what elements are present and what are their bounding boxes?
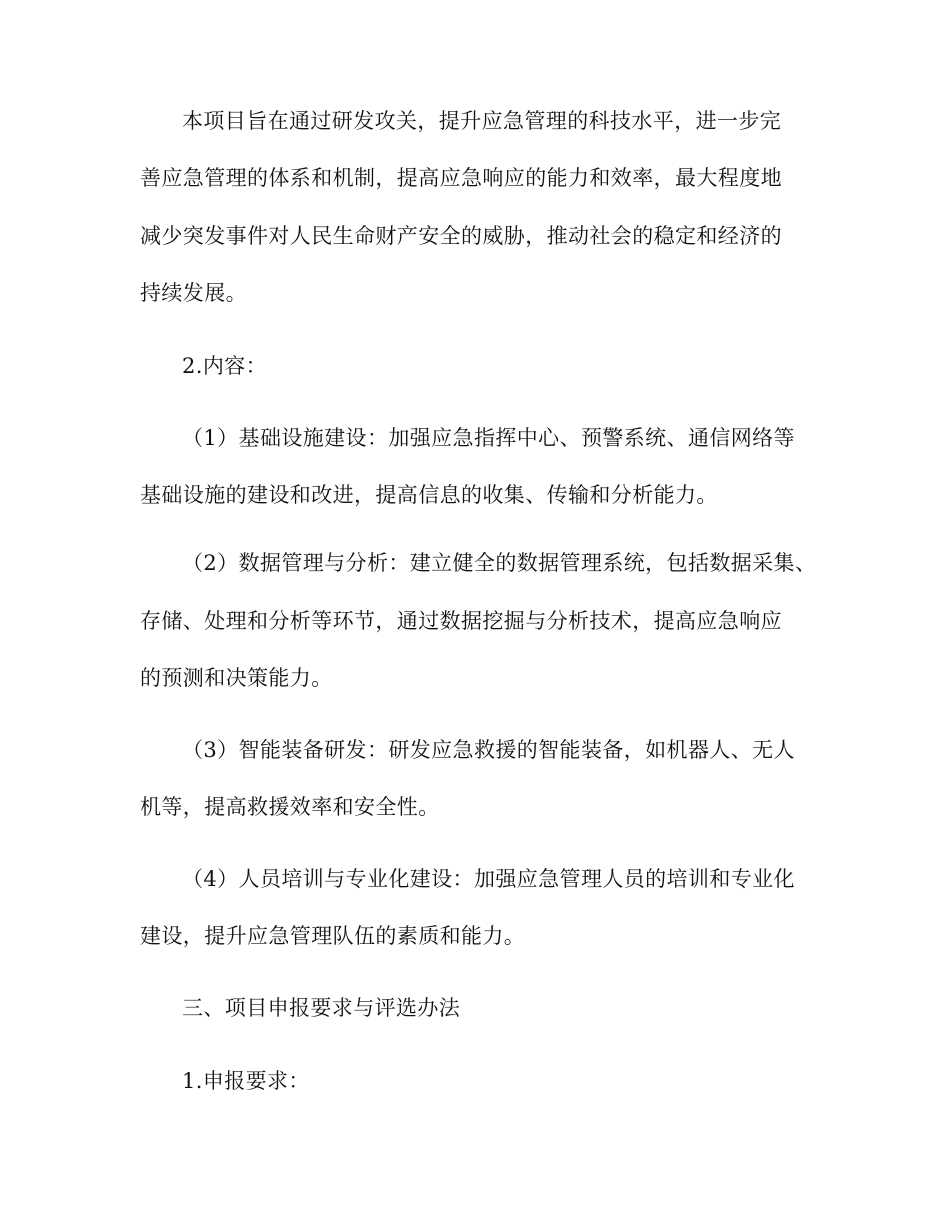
list-item-line: 的预测和决策能力。 [140, 666, 333, 690]
section-heading: 三、项目申报要求与评选办法 [182, 996, 461, 1020]
list-item-line: 机等，提高救援效率和安全性。 [140, 795, 440, 819]
subsection-heading: 1.申报要求： [182, 1069, 310, 1093]
list-item-line: 建设，提升应急管理队伍的素质和能力。 [140, 924, 526, 948]
content-heading: 2.内容： [182, 354, 268, 378]
list-item-line: （2）数据管理与分析：建立健全的数据管理系统，包括数据采集、 [182, 551, 817, 575]
paragraph-line: 善应急管理的体系和机制，提高应急响应的能力和效率，最大程度地 [140, 166, 782, 190]
list-item-line: 基础设施的建设和改进，提高信息的收集、传输和分析能力。 [140, 483, 718, 507]
list-item-line: （3）智能装备研发：研发应急救援的智能装备，如机器人、无人 [182, 738, 795, 762]
list-item-line: （1）基础设施建设：加强应急指挥中心、预警系统、通信网络等 [182, 426, 795, 450]
list-item-line: （4）人员培训与专业化建设：加强应急管理人员的培训和专业化 [182, 867, 795, 891]
list-item-line: 存储、处理和分析等环节，通过数据挖掘与分析技术，提高应急响应 [140, 609, 782, 633]
paragraph-line: 本项目旨在通过研发攻关，提升应急管理的科技水平，进一步完 [182, 109, 782, 133]
paragraph-line: 持续发展。 [140, 281, 247, 305]
paragraph-line: 减少突发事件对人民生命财产安全的威胁，推动社会的稳定和经济的 [140, 224, 782, 248]
